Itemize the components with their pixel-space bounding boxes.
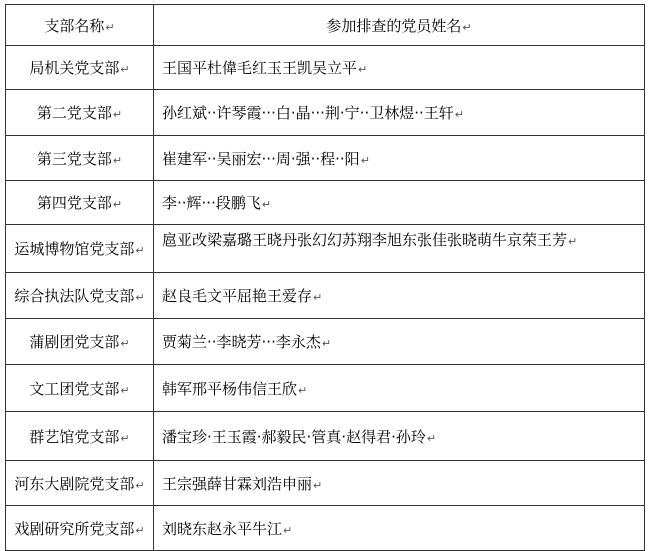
table-row [6,412,645,461]
branch-name-cell [6,181,154,225]
branch-name: 第四党支部 [36,194,112,212]
paragraph-mark-icon: ↵ [120,63,130,76]
member-names-cell [154,90,645,136]
paragraph-mark-icon: ↵ [298,383,308,397]
branch-name: 文工团党支部 [29,379,120,398]
branch-name: 综合执法队党支部 [14,287,135,305]
member-names: 刘晓东赵永平牛江 [162,519,283,538]
branch-name: 戏剧研究所党支部 [14,519,135,538]
branch-name-cell [6,461,154,506]
member-names: 贾菊兰··李晓芳···李永杰 [162,333,321,351]
paragraph-mark-icon: ↵ [112,153,123,167]
member-names: 李··辉···段鹏飞 [162,194,261,212]
member-names: 潘宝珍·王玉霞·郝毅民·管真·赵得君·孙玲 [162,427,426,446]
branch-name: 第三党支部 [36,149,112,168]
member-names-cell [154,319,645,365]
paragraph-mark-icon: ↵ [135,244,145,257]
member-names-cell [154,273,645,319]
branch-name-cell [6,225,154,273]
member-names-cell [154,181,645,225]
branch-name: 蒲剧团党支部 [29,333,120,351]
table-row [6,225,645,273]
paragraph-mark-icon: ↵ [358,63,368,76]
branch-name: 运城博物馆党支部 [14,240,135,258]
header-row [6,5,645,46]
paragraph-mark-icon: ↵ [120,431,130,445]
member-names: 扈亚改梁嘉璐王晓丹张幻幻苏翔李旭东张佳张晓萌牛京荣王芳 [162,231,568,249]
branch-name-cell [6,273,154,319]
member-names-cell [154,225,645,273]
table-row [6,46,645,90]
paragraph-mark-icon: ↵ [462,20,472,34]
table-row [6,273,645,319]
table-row [6,136,645,181]
header-branch-label: 支部名称 [44,16,105,35]
table-row [6,365,645,412]
paragraph-mark-icon: ↵ [120,383,130,397]
header-branch-name [6,5,154,46]
paragraph-mark-icon: ↵ [105,20,115,34]
header-member-names [154,5,645,46]
branch-name-cell [6,90,154,136]
paragraph-mark-icon: ↵ [568,235,578,248]
member-names-cell [154,461,645,506]
table-row [6,461,645,506]
branch-name-cell [6,412,154,461]
table-row [6,319,645,365]
member-names: 崔建军··吴丽宏···周·强··程··阳 [162,149,360,168]
member-names-cell [154,365,645,412]
paragraph-mark-icon: ↵ [313,478,323,492]
member-names: 王国平杜偉毛红玉王凯吴立平 [162,59,358,77]
header-members-label: 参加排查的党员姓名 [326,16,462,35]
member-names: 王宗强薛甘霖刘浩申丽 [162,474,313,493]
member-names-cell [154,506,645,551]
paragraph-mark-icon: ↵ [426,431,437,445]
branch-name: 局机关党支部 [29,59,120,77]
branch-name: 河东大剧院党支部 [14,474,135,493]
member-names-cell [154,412,645,461]
branch-name-cell [6,506,154,551]
paragraph-mark-icon: ↵ [120,337,130,350]
paragraph-mark-icon: ↵ [112,108,123,121]
branch-name-cell [6,365,154,412]
paragraph-mark-icon: ↵ [135,478,145,492]
member-names-cell [154,46,645,90]
table-row [6,90,645,136]
paragraph-mark-icon: ↵ [313,291,323,304]
table-row [6,181,645,225]
paragraph-mark-icon: ↵ [112,198,123,211]
branch-name: 群艺馆党支部 [29,427,120,446]
paragraph-mark-icon: ↵ [454,108,464,121]
paragraph-mark-icon: ↵ [360,153,370,167]
table-row [6,506,645,551]
paragraph-mark-icon: ↵ [135,523,145,537]
paragraph-mark-icon: ↵ [261,198,272,211]
branch-name: 第二党支部 [36,104,112,122]
branch-members-table [5,4,645,551]
member-names: 赵良毛文平屈艳王爱存 [162,287,313,305]
branch-name-cell [6,136,154,181]
branch-name-cell [6,319,154,365]
paragraph-mark-icon: ↵ [283,523,293,537]
branch-name-cell [6,46,154,90]
paragraph-mark-icon: ↵ [135,291,145,304]
member-names: 孙红斌··许琴霞···白·晶···荆·宁··卫林煜··王轩 [162,104,454,122]
member-names: 韩军邢平杨伟信王欣 [162,379,298,398]
paragraph-mark-icon: ↵ [321,337,332,350]
member-names-cell [154,136,645,181]
